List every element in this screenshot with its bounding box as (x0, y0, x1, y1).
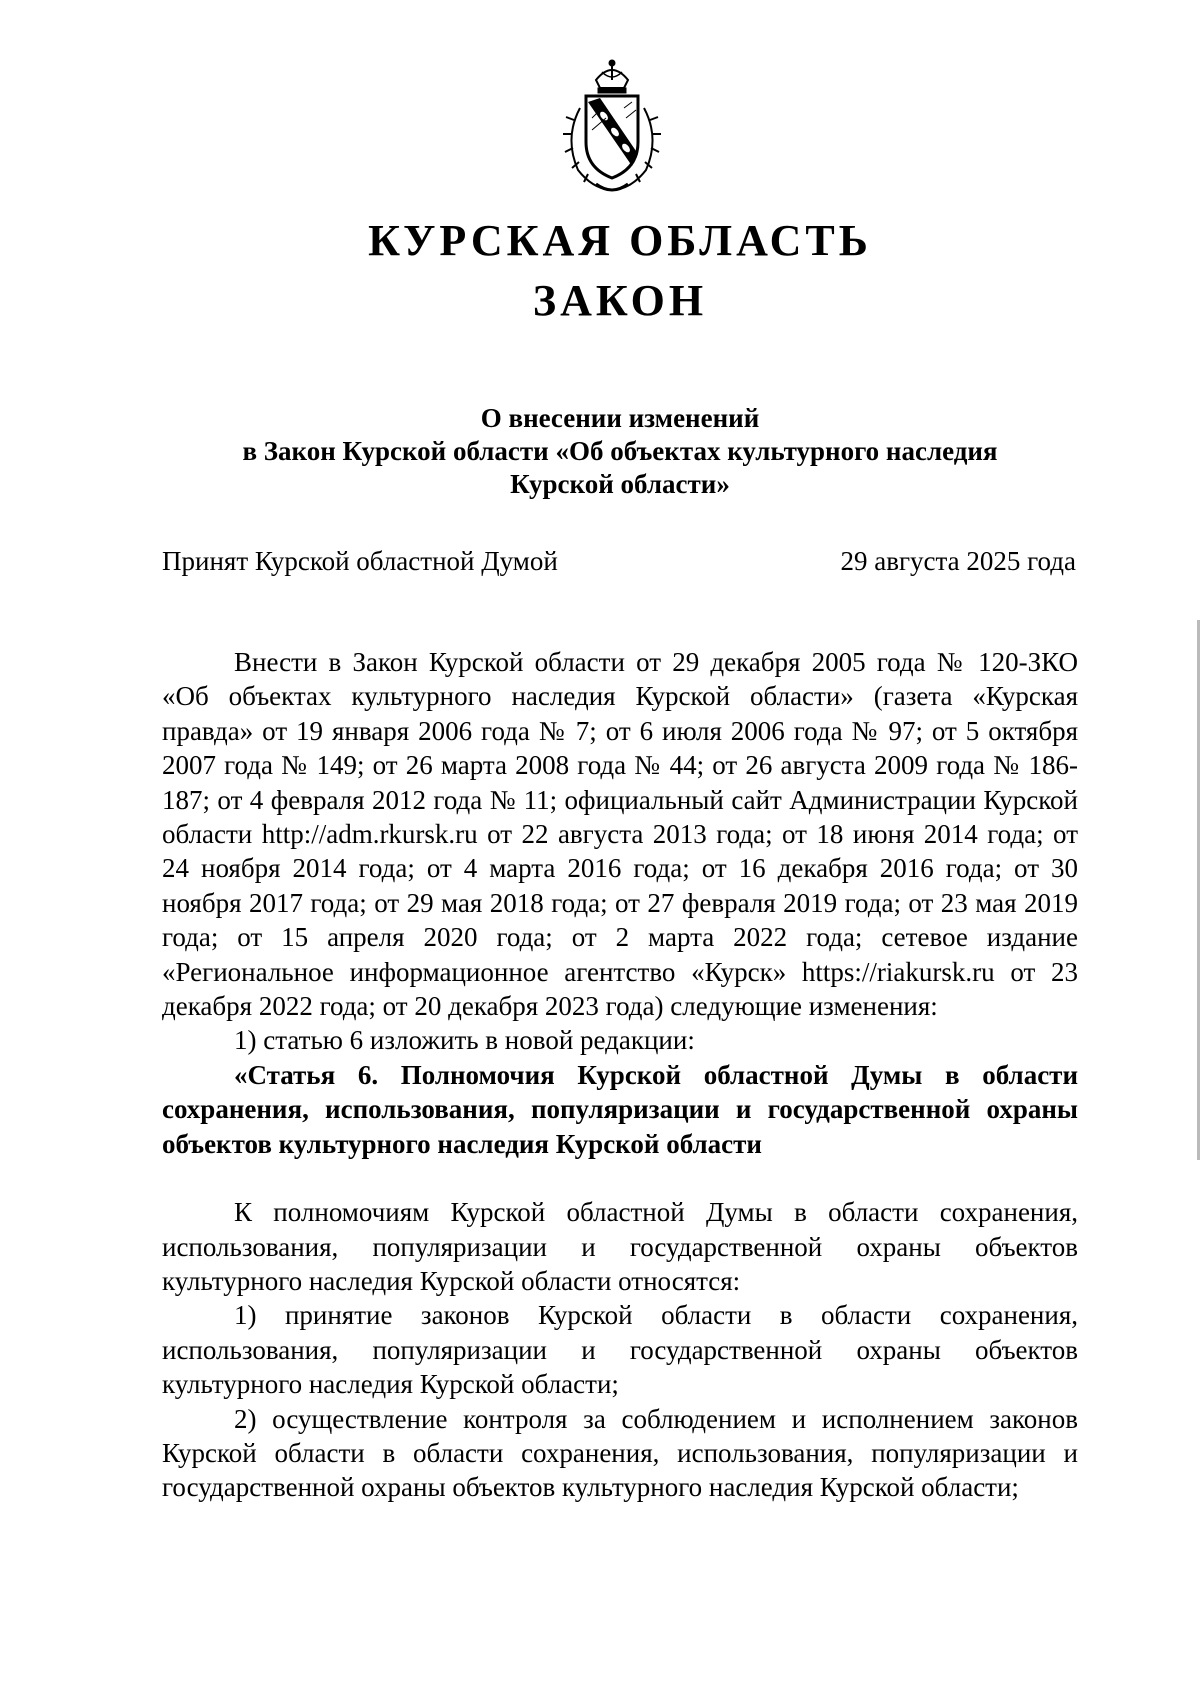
law-title-line: О внесении изменений (480, 403, 760, 433)
article-heading: «Статья 6. Полномочия Курской областной Думы в области сохранения, использования, популяризации и государственной охраны объектов культурного наследия Курской области (162, 1059, 1078, 1159)
article-item-2: 2) осуществление контроля за соблюдением и исполнением законов Курской области в области сохранения, использования, популяризации и государственной охраны объектов культурного наследия Курской области; (162, 1403, 1078, 1503)
law-title-line: Курской области» (510, 469, 730, 499)
law-title (160, 402, 1080, 501)
region-title: КУРСКАЯ ОБЛАСТЬ (368, 216, 872, 265)
intro-paragraph: Внести в Закон Курской области от 29 декабря 2005 года № 120-ЗКО «Об объектах культурного наследия Курской области» (газета «Курская правда» от 19 января 2006 года № 7; от 6 июля 2006 года № 97; от 5 октября 2007 года № 149; от 26 марта 2008 года № 44; от 26 августа 2009 года № 186-187; от 4 февраля 2012 года № 11; официальный сайт Администрации Курской области http://adm.rkursk.ru от 22 августа 2013 года; от 18 июня 2014 года; от 24 ноября 2014 года; от 4 марта 2016 года; от 16 декабря 2016 года; от 30 ноября 2017 года; от 29 мая 2018 года; от 27 февраля 2019 года; от 23 мая 2019 года; от 15 апреля 2020 года; от 2 марта 2022 года; сетевое издание «Региональное информационное агентство «Курск» https://riakursk.ru от 23 декабря 2022 года; от 20 декабря 2023 года) следующие изменения: (162, 647, 1078, 1022)
amendment-item-1: 1) статью 6 изложить в новой редакции: (234, 1025, 695, 1056)
coat-of-arms-icon (552, 58, 672, 198)
law-title-line: в Закон Курской области «Об объектах культурного наследия (242, 436, 998, 466)
law-body (162, 645, 1078, 1505)
document-type-title: ЗАКОН (532, 276, 708, 325)
article-item-1: 1) принятие законов Курской области в области сохранения, использования, популяризации и государственной охраны объектов культурного наследия Курской области; (162, 1300, 1078, 1400)
adopted-by: Принят Курской областной Думой (162, 546, 558, 576)
adoption-date: 29 августа 2025 года (840, 546, 1076, 576)
article-lead-paragraph: К полномочиям Курской областной Думы в области сохранения, использования, популяризации и государственной охраны объектов культурного наследия Курской области относятся: (162, 1197, 1078, 1296)
